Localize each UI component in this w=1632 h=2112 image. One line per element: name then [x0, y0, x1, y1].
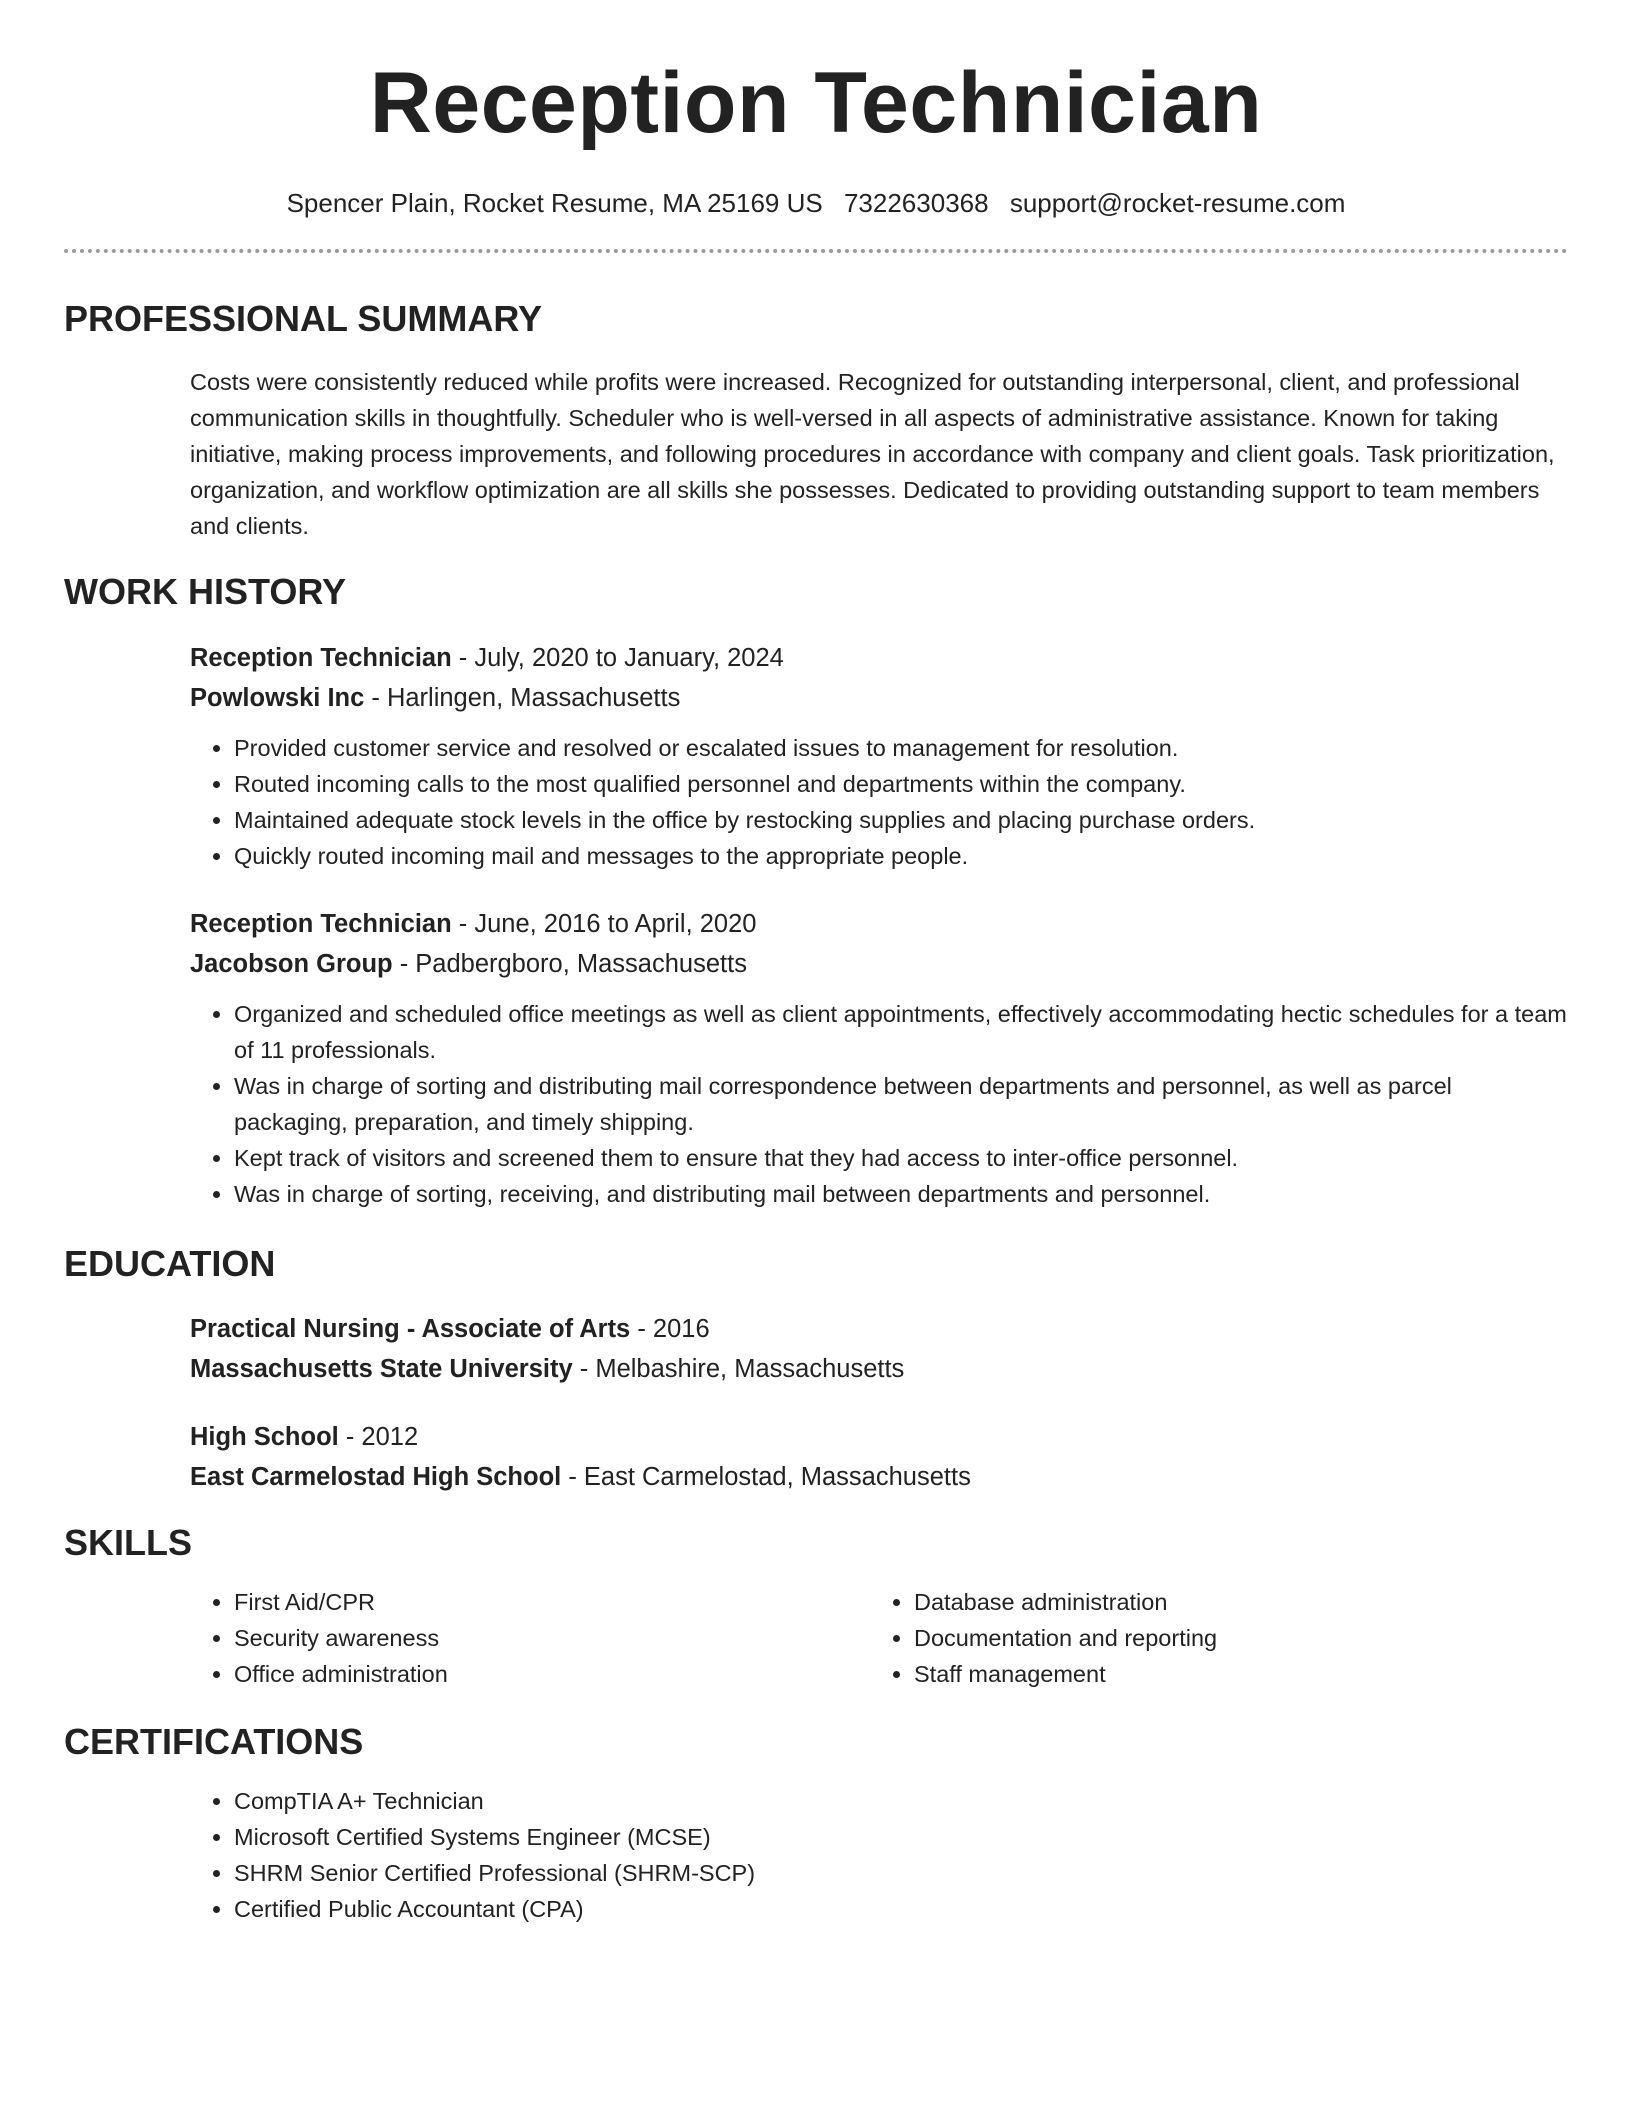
- summary-heading: PROFESSIONAL SUMMARY: [64, 298, 543, 340]
- work-history-heading: WORK HISTORY: [64, 571, 347, 613]
- job-entry: [190, 904, 1568, 1212]
- contact-email: support@rocket-resume.com: [1009, 188, 1346, 218]
- school: East Carmelostad High School: [190, 1462, 562, 1491]
- degree-year: - 2016: [630, 1314, 710, 1343]
- skills-grid: [190, 1584, 1568, 1692]
- skill-item: • Staff management: [914, 1656, 1550, 1692]
- job-duties-list: [190, 996, 1568, 1212]
- degree-year: - 2012: [338, 1422, 419, 1451]
- job-entry: [190, 638, 1568, 874]
- job-duties-list: [190, 730, 1568, 874]
- skill-item: • First Aid/CPR: [234, 1584, 870, 1620]
- job-title: Reception Technician: [190, 909, 452, 938]
- job-duty: • Was in charge of sorting and distributing mail correspondence between departments and personnel, as well as parcel packaging, preparation, and timely shipping.: [234, 1068, 1568, 1140]
- resume-name: Reception Technician: [369, 55, 1263, 151]
- school: Massachusetts State University: [190, 1354, 573, 1383]
- school-line: [190, 1457, 1568, 1497]
- certification-item: • SHRM Senior Certified Professional (SHRM-SCP): [234, 1855, 1568, 1891]
- job-company: Jacobson Group: [190, 949, 393, 978]
- education-section: [64, 1242, 1568, 1497]
- certification-item: • Certified Public Accountant (CPA): [234, 1891, 1568, 1927]
- job-title-line: [190, 638, 1568, 678]
- school-location: - Melbashire, Massachusetts: [572, 1354, 905, 1383]
- job-duty: • Routed incoming calls to the most qualified personnel and departments within the company.: [234, 766, 1568, 802]
- education-heading: EDUCATION: [64, 1242, 276, 1284]
- degree-line: [190, 1309, 1568, 1349]
- education-entry: [190, 1417, 1568, 1497]
- job-location: - Padbergboro, Massachusetts: [392, 949, 747, 978]
- degree: Practical Nursing - Associate of Arts: [190, 1314, 631, 1343]
- skill-item: • Office administration: [234, 1656, 870, 1692]
- job-dates: - June, 2016 to April, 2020: [451, 909, 757, 938]
- job-title-line: [190, 904, 1568, 944]
- summary-section: [64, 297, 1568, 544]
- certifications-block: [190, 1783, 1568, 1927]
- contact-phone: 7322630368: [843, 188, 989, 218]
- certification-item: • CompTIA A+ Technician: [234, 1783, 1568, 1819]
- degree: High School: [190, 1422, 339, 1451]
- job-dates: - July, 2020 to January, 2024: [451, 643, 784, 672]
- job-duty: • Quickly routed incoming mail and messages to the appropriate people.: [234, 838, 1568, 874]
- education-entry: [190, 1309, 1568, 1389]
- skills-list: [870, 1584, 1550, 1692]
- skills-list: [190, 1584, 870, 1692]
- certifications-list: [190, 1783, 1568, 1927]
- summary-text: Costs were consistently reduced while profits were increased. Recognized for outstanding interpersonal, client, and professional communication skills in thoughtfully. Scheduler who is well-versed in all aspects of administrative assistance. Known for taking initiative, making process improvements, and following procedures in accordance with company and client goals. Task prioritization, organization, and workflow optimization are all skills she possesses. Dedicated to providing outstanding support to team members and clients.: [190, 369, 1555, 540]
- school-location: - East Carmelostad, Massachusetts: [561, 1462, 971, 1491]
- job-title: Reception Technician: [190, 643, 452, 672]
- skills-column-left: [190, 1584, 870, 1692]
- job-company-line: [190, 678, 1568, 718]
- contact-line: [64, 188, 1568, 219]
- job-duty: • Maintained adequate stock levels in the office by restocking supplies and placing purchase orders.: [234, 802, 1568, 838]
- contact-address: Spencer Plain, Rocket Resume, MA 25169 US: [286, 188, 823, 218]
- job-company-line: [190, 944, 1568, 984]
- header-divider: [64, 249, 1568, 253]
- work-history-section: [64, 570, 1568, 1211]
- job-duty: • Provided customer service and resolved or escalated issues to management for resolution.: [234, 730, 1568, 766]
- skill-item: • Security awareness: [234, 1620, 870, 1656]
- certification-item: • Microsoft Certified Systems Engineer (MCSE): [234, 1819, 1568, 1855]
- skill-item: • Documentation and reporting: [914, 1620, 1550, 1656]
- school-line: [190, 1349, 1568, 1389]
- job-duty: • Was in charge of sorting, receiving, and distributing mail between departments and personnel.: [234, 1176, 1568, 1212]
- job-duty: • Kept track of visitors and screened them to ensure that they had access to inter-office personnel.: [234, 1140, 1568, 1176]
- skills-column-right: [870, 1584, 1550, 1692]
- certifications-section: [64, 1720, 1568, 1927]
- certifications-heading: CERTIFICATIONS: [64, 1720, 364, 1762]
- job-company: Powlowski Inc: [190, 683, 365, 712]
- skills-heading: SKILLS: [64, 1521, 193, 1563]
- degree-line: [190, 1417, 1568, 1457]
- skill-item: • Database administration: [914, 1584, 1550, 1620]
- skills-section: [64, 1521, 1568, 1692]
- job-location: - Harlingen, Massachusetts: [364, 683, 681, 712]
- job-duty: • Organized and scheduled office meetings as well as client appointments, effectively accommodating hectic schedules for a team of 11 professionals.: [234, 996, 1568, 1068]
